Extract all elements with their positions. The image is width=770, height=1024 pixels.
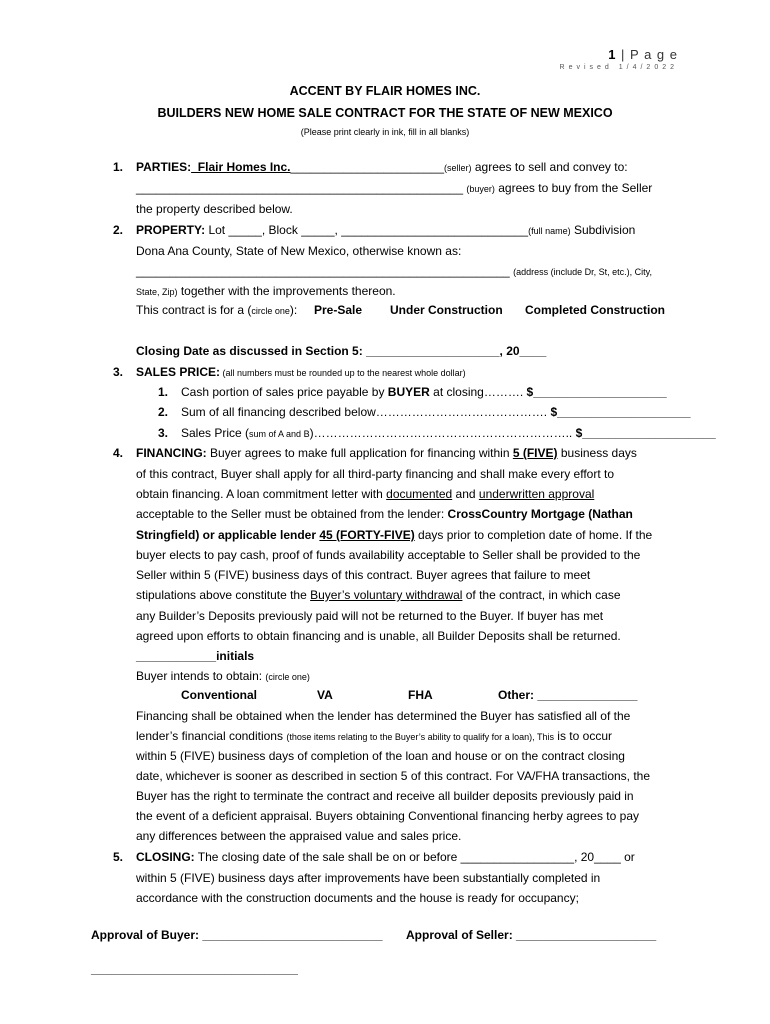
item-3-text: Sales Price (sum of A and B)……………………………………………………….. $____________________ — [181, 426, 716, 440]
seller-blank: _______________________ — [290, 160, 444, 174]
lender-name: CrossCountry Mortgage (Nathan — [447, 507, 633, 521]
option-fha: FHA — [408, 688, 433, 702]
page-number — [608, 47, 678, 62]
financing-line-15: lender’s financial conditions (those items relating to the Buyer’s ability to qualify for a loan), This is to occur — [136, 729, 612, 743]
instructions: (Please print clearly in ink, fill in all blanks) — [300, 127, 470, 137]
approval-of-buyer: Approval of Buyer: ___________________________ — [91, 928, 383, 942]
financing-line-2: of this contract, Buyer shall apply for all third-party financing and shall make every effort to — [136, 467, 615, 481]
item-1-number: 1. — [158, 385, 169, 399]
financing-line-17: date, whichever is sooner as described in section 5 of this contract. For VA/FHA transactions, the — [136, 769, 651, 783]
financing-line-18: Buyer has the right to terminate the contract and receive all builder deposits previously paid in — [136, 789, 634, 803]
improvements-text: together with the improvements thereon. — [177, 284, 396, 298]
property-label: PROPERTY: — [136, 223, 206, 237]
financing-line-6: buyer elects to pay cash, proof of funds availability acceptable to Seller shall be provided to the — [136, 548, 641, 562]
full-name-tag: (full name) — [528, 226, 571, 236]
financing-line-8: stipulations above constitute the Buyer’s voluntary withdrawal of the contract, in which case — [136, 588, 621, 602]
section-1-line-3: the property described below. — [136, 202, 293, 216]
approval-of-seller: Approval of Seller: _____________________ — [406, 928, 657, 942]
closing-label: CLOSING: — [136, 850, 195, 864]
revised-date: Revised 1/4/2022 — [559, 64, 678, 71]
financing-line-19: the event of a deficient appraisal. Buyers obtaining Conventional financing herby agrees to pay — [136, 809, 639, 823]
buyer-tag: (buyer) — [466, 184, 495, 194]
closing-date-line: Closing Date as discussed in Section 5: ____________________, 20____ — [136, 344, 547, 358]
seller-name: _Flair Homes Inc. — [191, 160, 291, 174]
initials-blank: ____________initials — [136, 649, 255, 663]
financing-line-16: within 5 (FIVE) business days of completion of the loan and house or on the contract closing — [136, 749, 625, 763]
financing-line-1: FINANCING: Buyer agrees to make full application for financing within 5 (FIVE) business days — [136, 446, 637, 460]
buyer-blank: _________________________________________________ — [136, 181, 464, 195]
seller-tag: (seller) — [444, 163, 472, 173]
section-2-line-3 — [136, 264, 652, 278]
section-2-number: 2. — [113, 223, 124, 237]
item-2-number: 2. — [158, 405, 169, 419]
section-1-line-1 — [136, 160, 628, 174]
page-separator: | — [616, 47, 631, 62]
section-4-number: 4. — [113, 446, 124, 460]
intends-line: Buyer intends to obtain: (circle one) — [136, 669, 310, 683]
option-other: Other: _______________ — [498, 688, 638, 702]
financing-line-5: Stringfield) or applicable lender 45 (FORTY-FIVE) days prior to completion date of home. If the — [136, 528, 653, 542]
signature-line: _______________________________ — [91, 962, 298, 976]
option-under-construction: Under Construction — [390, 303, 503, 317]
sales-price-blank: $____________________ — [575, 426, 716, 440]
financing-line-20: any differences between the appraised value and sales price. — [136, 829, 462, 843]
parties-label: PARTIES: — [136, 160, 192, 174]
item-3-number: 3. — [158, 426, 169, 440]
section-1-number: 1. — [113, 160, 124, 174]
address-blank: ________________________________________________________ — [136, 264, 514, 278]
financing-line-10: agreed upon efforts to obtain financing and is unable, all Builder Deposits shall be returned. — [136, 629, 621, 643]
option-completed-construction: Completed Construction — [525, 303, 665, 317]
sales-price-note: (all numbers must be rounded up to the nearest whole dollar) — [220, 368, 466, 378]
financing-label: FINANCING: — [136, 446, 207, 460]
state-zip-tag: State, Zip) — [136, 287, 178, 297]
financing-line-9: any Builder’s Deposits previously paid will not be returned to the Buyer. If buyer has met — [136, 609, 604, 623]
section-2-line-2: Dona Ana County, State of New Mexico, otherwise known as: — [136, 244, 462, 258]
financing-line-7: Seller within 5 (FIVE) business days of this contract. Buyer agrees that failure to meet — [136, 568, 591, 582]
section-2-line-1 — [136, 223, 635, 237]
lot-block-blanks: Lot _____, Block _____, ____________________________ — [205, 223, 529, 237]
closing-line-1: CLOSING: The closing date of the sale shall be on or before _________________, 20____ or — [136, 850, 635, 864]
closing-line-2: within 5 (FIVE) business days after improvements have been substantially completed in — [136, 871, 601, 885]
section-1-line-2 — [136, 181, 652, 195]
page-number-value: 1 — [608, 47, 617, 62]
section-5-number: 5. — [113, 850, 124, 864]
option-conventional: Conventional — [181, 688, 258, 702]
financing-line-4: acceptable to the Seller must be obtained from the lender: CrossCountry Mortgage (Nathan — [136, 507, 633, 521]
contract-type-label: This contract is for a (circle one): — [136, 303, 298, 317]
financing-sum-blank: $____________________ — [550, 405, 691, 419]
contract-title: BUILDERS NEW HOME SALE CONTRACT FOR THE STATE OF NEW MEXICO — [157, 106, 613, 120]
buyer-text: agrees to buy from the Seller — [494, 181, 653, 195]
seller-text: agrees to sell and convey to: — [471, 160, 628, 174]
cash-portion-blank: $____________________ — [526, 385, 667, 399]
section-3-number: 3. — [113, 365, 124, 379]
section-3-heading — [136, 365, 466, 379]
page-word: P a g e — [630, 47, 678, 62]
option-pre-sale: Pre-Sale — [314, 303, 363, 317]
section-2-line-4 — [136, 284, 396, 298]
address-tag: (address (include Dr, St, etc.), City, — [513, 267, 652, 277]
subdivision-text: Subdivision — [570, 223, 636, 237]
item-2-text: Sum of all financing described below……………………………………. $____________________ — [181, 405, 691, 419]
financing-line-14: Financing shall be obtained when the lender has determined the Buyer has satisfied all of the — [136, 709, 631, 723]
option-va: VA — [317, 688, 333, 702]
closing-line-3: accordance with the construction documents and the house is ready for occupancy; — [136, 891, 579, 905]
company-title: ACCENT BY FLAIR HOMES INC. — [289, 84, 481, 98]
item-1-text: Cash portion of sales price payable by BUYER at closing………. $____________________ — [181, 385, 667, 399]
sales-price-label: SALES PRICE: — [136, 365, 221, 379]
financing-line-3: obtain financing. A loan commitment letter with documented and underwritten approval — [136, 487, 595, 501]
